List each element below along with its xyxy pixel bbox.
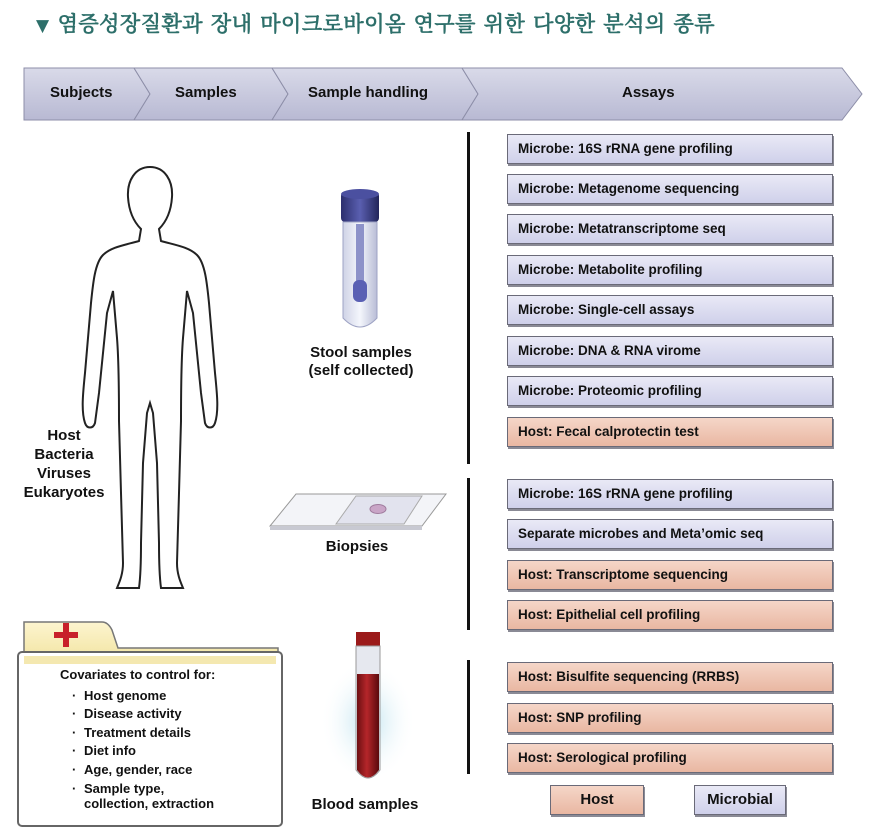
assay-biopsy-metaomic: Separate microbes and Meta’omic seq [507,519,833,549]
blood-tube-icon [318,630,418,790]
legend-microbial: Microbial [694,785,786,815]
assay-stool-virome: Microbe: DNA & RNA virome [507,336,833,366]
assay-biopsy-transcriptome: Host: Transcriptome sequencing [507,560,833,590]
covariate-item: · Disease activity [70,705,215,724]
covariate-item: · Treatment details [70,724,215,743]
pipeline-step-samples: Samples [175,84,237,101]
biopsies-label: Biopsies [325,538,389,555]
assay-blood-snp: Host: SNP profiling [507,703,833,733]
blood-samples-label: Blood samples [311,796,419,813]
covariate-item: · Sample type, collection, extraction [70,781,215,811]
assay-stool-calprotectin: Host: Fecal calprotectin test [507,417,833,447]
assay-blood-rrbs: Host: Bisulfite sequencing (RRBS) [507,662,833,692]
assay-stool-16s: Microbe: 16S rRNA gene profiling [507,134,833,164]
stool-tube-icon [335,188,385,338]
pipeline-step-handling: Sample handling [308,84,429,101]
triangle-down-icon: ▼ [36,16,50,36]
assay-stool-metagenome: Microbe: Metagenome sequencing [507,174,833,204]
pipeline-banner [0,66,889,122]
biopsy-slide-icon [266,492,452,532]
assay-biopsy-epithelial: Host: Epithelial cell profiling [507,600,833,630]
host-label-host: Host [47,427,81,444]
covariates-list [60,666,216,811]
covariate-item: · Age, gender, race [70,761,215,780]
biopsy-assays-separator [467,478,470,630]
stool-samples-label: Stool samples (self collected) [308,344,414,379]
assay-stool-single-cell: Microbe: Single-cell assays [507,295,833,325]
covariates-header: Covariates to control for: [60,667,216,682]
title-text: 염증성장질환과 장내 마이크로바이옴 연구를 위한 다양한 분석의 종류 [57,12,716,36]
blood-assays-separator [467,660,470,774]
host-label-viruses: Viruses [37,465,91,482]
human-body-outline [75,165,225,595]
assay-stool-metatranscriptome: Microbe: Metatranscriptome seq [507,214,833,244]
host-label-eukaryotes: Eukaryotes [23,484,105,501]
assay-blood-serological: Host: Serological profiling [507,743,833,773]
host-label-bacteria: Bacteria [34,446,94,463]
pipeline-step-assays: Assays [622,84,675,101]
assay-biopsy-16s: Microbe: 16S rRNA gene profiling [507,479,833,509]
covariate-item: · Diet info [70,742,215,761]
covariate-item: · Host genome [70,687,215,706]
legend-host: Host [550,785,644,815]
pipeline-step-subjects: Subjects [50,84,113,101]
assay-stool-metabolite: Microbe: Metabolite profiling [507,255,833,285]
assay-stool-proteomic: Microbe: Proteomic profiling [507,376,833,406]
host-organisms-label [22,426,106,502]
stool-assays-separator [467,132,470,464]
page-title [36,8,715,38]
